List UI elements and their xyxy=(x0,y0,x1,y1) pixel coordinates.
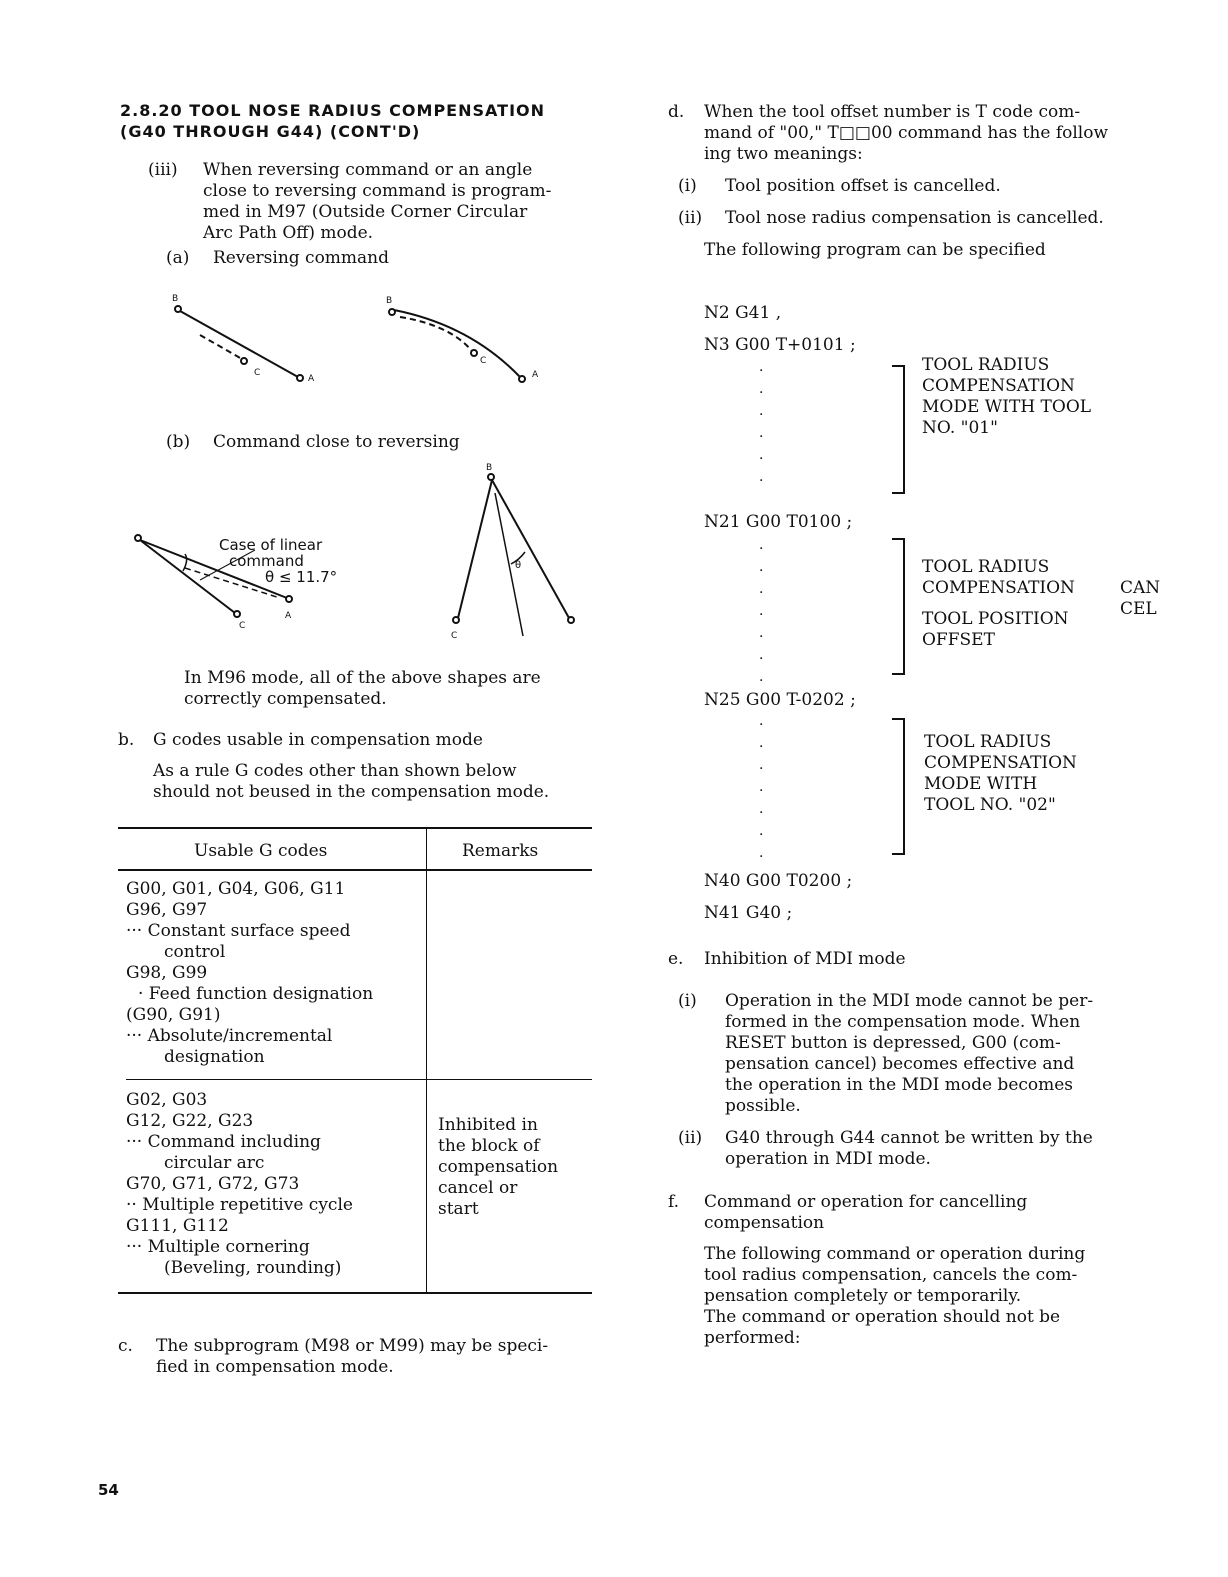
item-b2-label: b. xyxy=(118,730,135,750)
program-line-n40: N40 G00 T0200 ; xyxy=(704,871,853,891)
item-d-text: When the tool offset number is T code com- mand of "00," T□□00 command has the follow ing two meanings: xyxy=(704,102,1109,164)
section-heading-line2: (G40 THROUGH G44) (CONT'D) xyxy=(120,122,421,141)
bracket-1 xyxy=(890,365,910,495)
item-c-label: c. xyxy=(118,1336,133,1356)
page-number: 54 xyxy=(98,1481,119,1499)
program-dots-1: · · · · · · xyxy=(759,363,764,489)
fig-b-theta-label: θ ≤ 11.7° xyxy=(265,568,338,586)
cancel-note: CAN CEL xyxy=(1120,578,1161,619)
fig-a-label-c1: C xyxy=(254,368,261,378)
fig-a-label-a1: A xyxy=(308,374,315,384)
item-e-ii-text: G40 through G44 cannot be written by the operation in MDI mode. xyxy=(725,1128,1093,1169)
item-f-label: f. xyxy=(668,1192,680,1212)
item-f-body: The following command or operation during tool radius compensation, cancels the com- pensation completely or temporarily. The command or operation should not be performed: xyxy=(704,1244,1086,1348)
fig-a-label-a2: A xyxy=(532,370,539,380)
program-line-n3: N3 G00 T+0101 ; xyxy=(704,335,856,355)
close-to-reversing-figure xyxy=(125,463,595,648)
item-f-title: Command or operation for cancelling compensation xyxy=(704,1192,1028,1233)
fig-b-label-c2: C xyxy=(451,631,458,641)
note-3: TOOL RADIUS COMPENSATION MODE WITH TOOL NO. "02" xyxy=(924,732,1077,815)
bracket-3 xyxy=(890,718,910,858)
program-line-n2: N2 G41 , xyxy=(704,303,782,323)
fig-b-label-b: B xyxy=(486,463,493,473)
fig-a-label-c2: C xyxy=(480,356,487,366)
table-remarks2: Inhibited in the block of compensation cancel or start xyxy=(438,1115,559,1219)
fig-b-case-label-1: Case of linear xyxy=(219,536,323,554)
fig-a-label-b2: B xyxy=(386,296,393,306)
note-2a: TOOL RADIUS COMPENSATION xyxy=(922,557,1075,598)
item-e-label: e. xyxy=(668,949,684,969)
item-iii-label: (iii) xyxy=(148,160,178,180)
item-d-i-label: (i) xyxy=(678,176,697,196)
item-d-label: d. xyxy=(668,102,685,122)
table-header-usable: Usable G codes xyxy=(194,841,328,861)
program-line-n21: N21 G00 T0100 ; xyxy=(704,512,853,532)
bracket-2 xyxy=(890,538,910,678)
item-d-ii-label: (ii) xyxy=(678,208,703,228)
item-e-i-text: Operation in the MDI mode cannot be per- formed in the compensation mode. When RESET button is depressed, G00 (com- pensation cancel) becomes effective and the operation in the MDI mode becomes possible. xyxy=(725,991,1094,1116)
item-b-label: (b) xyxy=(166,432,191,452)
item-iii-text: When reversing command or an angle close to reversing command is program- med in M97 (Outside Corner Circular Arc Path Off) mode. xyxy=(203,160,552,243)
fig-b-case-label-2: command xyxy=(229,552,304,570)
table-group1: G00, G01, G04, G06, G11 G96, G97 ··· Constant surface speed control G98, G99 · Feed function designation (G90, G91) ··· Absolute/incremental designation xyxy=(126,879,374,1067)
item-b-text: Command close to reversing xyxy=(213,432,460,452)
fig-a-label-b1: B xyxy=(172,294,179,304)
program-line-n25: N25 G00 T-0202 ; xyxy=(704,690,856,710)
item-e-ii-label: (ii) xyxy=(678,1128,703,1148)
reversing-command-figure xyxy=(160,285,580,395)
item-e-i-label: (i) xyxy=(678,991,697,1011)
m96-note: In M96 mode, all of the above shapes are correctly compensated. xyxy=(184,668,541,709)
item-a-text: Reversing command xyxy=(213,248,390,268)
item-d-follow: The following program can be specified xyxy=(704,240,1046,260)
program-dots-3: · · · · · · · xyxy=(759,717,764,865)
note-2b: TOOL POSITION OFFSET xyxy=(922,609,1069,650)
item-c-text: The subprogram (M98 or M99) may be speci- fied in compensation mode. xyxy=(156,1336,549,1377)
program-dots-2: · · · · · · · xyxy=(759,541,764,689)
table-header-remarks: Remarks xyxy=(462,841,539,861)
fig-b-theta-mark: θ xyxy=(515,560,522,571)
item-b2-text: As a rule G codes other than shown below should not beused in the compensation mode. xyxy=(153,761,550,802)
item-e-title: Inhibition of MDI mode xyxy=(704,949,906,969)
fig-b-label-a1: A xyxy=(285,611,292,621)
item-b2-title: G codes usable in compensation mode xyxy=(153,730,483,750)
item-a-label: (a) xyxy=(166,248,190,268)
item-d-i-text: Tool position offset is cancelled. xyxy=(725,176,1001,196)
fig-b-label-c1: C xyxy=(239,621,246,631)
table-group2: G02, G03 G12, G22, G23 ··· Command including circular arc G70, G71, G72, G73 ·· Multiple repetitive cycle G111, G112 ··· Multiple cornering (Beveling, rounding) xyxy=(126,1090,353,1278)
note-1: TOOL RADIUS COMPENSATION MODE WITH TOOL NO. "01" xyxy=(922,355,1092,438)
program-line-n41: N41 G40 ; xyxy=(704,903,793,923)
section-heading-line1: 2.8.20 TOOL NOSE RADIUS COMPENSATION xyxy=(120,101,546,120)
item-d-ii-text: Tool nose radius compensation is cancelled. xyxy=(725,208,1104,228)
